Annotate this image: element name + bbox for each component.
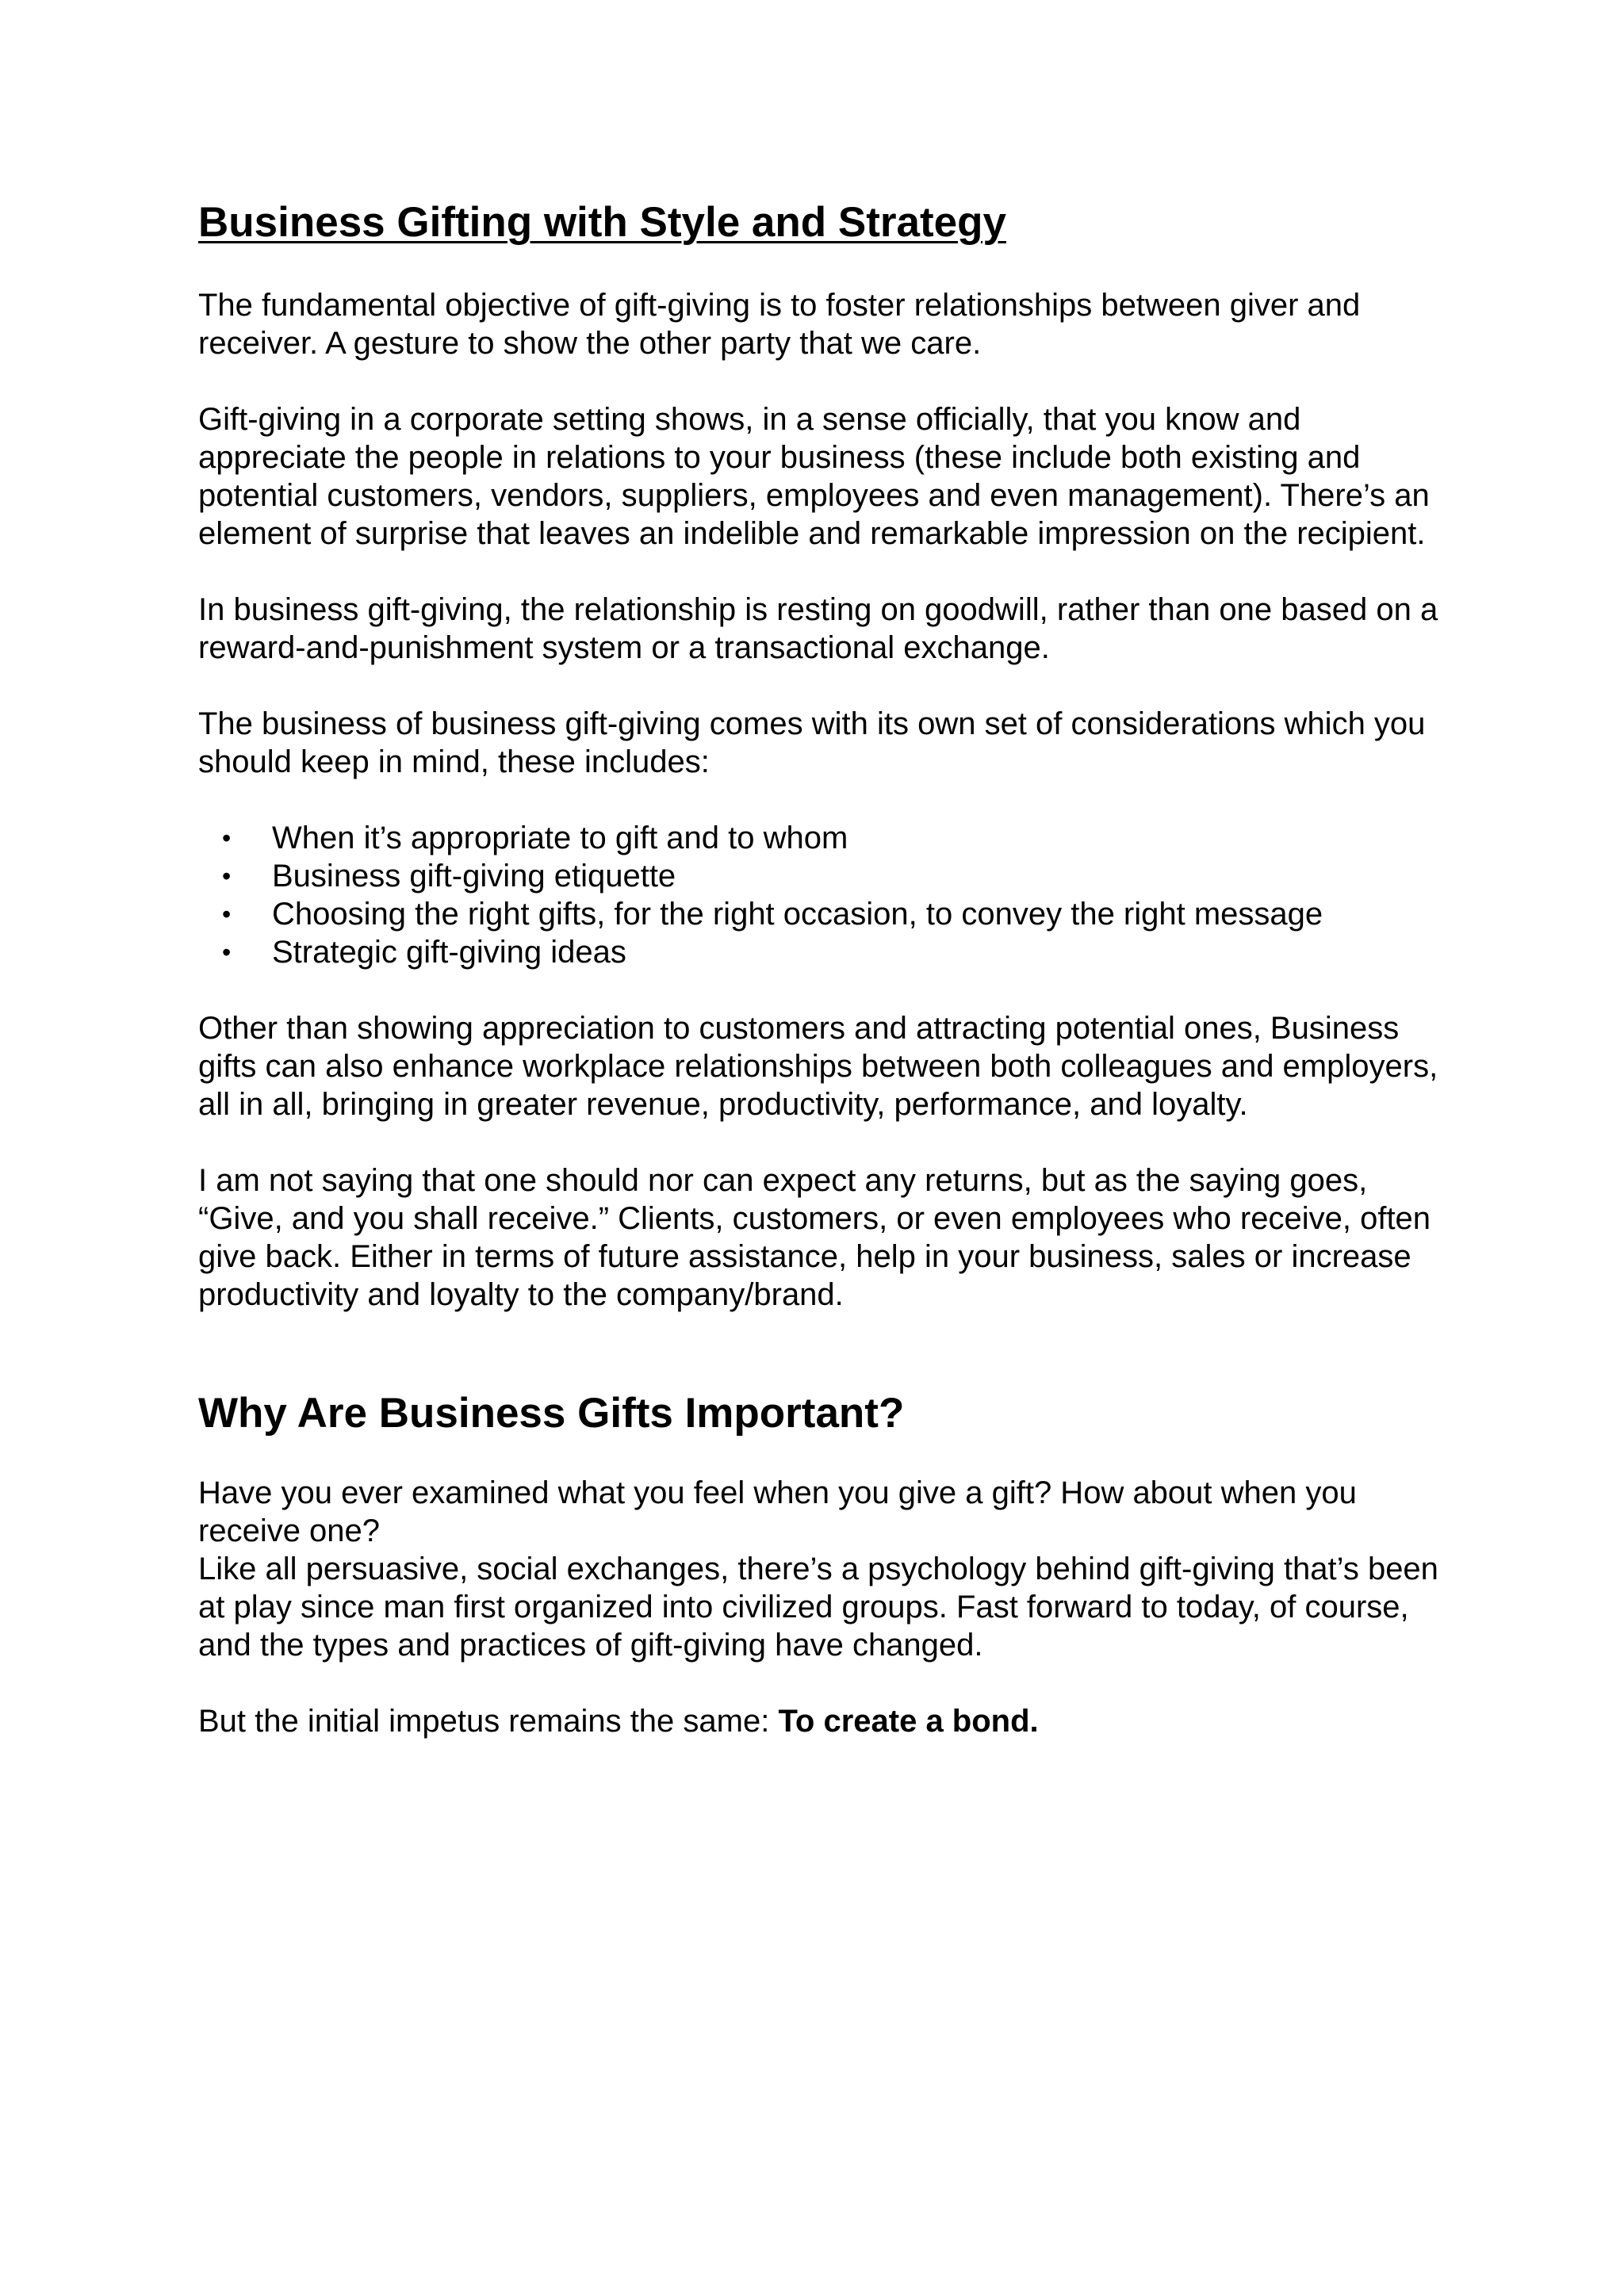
- list-item-text: Business gift-giving etiquette: [272, 859, 676, 894]
- considerations-list: [198, 819, 1451, 971]
- list-item-text: When it’s appropriate to gift and to whom: [272, 821, 848, 855]
- list-item-text: Strategic gift-giving ideas: [272, 935, 626, 970]
- list-item: [198, 933, 1451, 971]
- bullet-icon: •: [222, 824, 232, 852]
- list-item: [198, 895, 1451, 933]
- bullet-icon: •: [222, 938, 232, 966]
- spacer: [198, 1123, 1451, 1161]
- intro-paragraph-4: The business of business gift-giving comes with its own set of considerations which you should keep in mind, these includes:: [198, 706, 1426, 779]
- section-paragraph-7a: Have you ever examined what you feel when you give a gift? How about when you receive one?: [198, 1475, 1357, 1548]
- closing-bold-text: To create a bond.: [778, 1704, 1039, 1739]
- closing-lead-text: But the initial impetus remains the same:: [198, 1704, 779, 1739]
- spacer: [198, 667, 1451, 705]
- spacer: [198, 1664, 1451, 1702]
- spacer: [198, 1314, 1451, 1385]
- body-paragraph-6: I am not saying that one should nor can expect any returns, but as the saying goes, “Give, and you shall receive.” Clients, customers, or even employees who receive, often give back. Either in terms of future assistance, help in your business, sales or increase productivity and loyalty to the company/brand.: [198, 1163, 1431, 1312]
- intro-paragraph-1: The fundamental objective of gift-giving is to foster relationships between giver and receiver. A gesture to show the other party that we care.: [198, 288, 1361, 361]
- bullet-icon: •: [222, 862, 232, 890]
- section-heading: Why Are Business Gifts Important?: [198, 1390, 905, 1437]
- list-item: [198, 819, 1451, 857]
- section-paragraph-7b: Like all persuasive, social exchanges, there’s a psychology behind gift-giving that’s been at play since man first organized into civilized groups. Fast forward to today, of course, and the types and practices of gift-giving have changed.: [198, 1552, 1438, 1663]
- intro-paragraph-2: Gift-giving in a corporate setting shows, in a sense officially, that you know and appreciate the people in relations to your business (these include both existing and potential customers, vendors, suppliers, employees and even management). There’s an element of surprise that leaves an indelible and remarkable impression on the recipient.: [198, 402, 1430, 551]
- body-paragraph-5: Other than showing appreciation to customers and attracting potential ones, Business gifts can also enhance workplace relationships between both colleagues and employers, all in all, bringing in greater revenue, productivity, performance, and loyalty.: [198, 1011, 1438, 1122]
- document-page: [198, 194, 1451, 1740]
- spacer: [198, 971, 1451, 1009]
- section-paragraph-8: [198, 1702, 1451, 1740]
- spacer: [198, 1442, 1451, 1474]
- spacer: [198, 362, 1451, 400]
- spacer: [198, 553, 1451, 591]
- spacer: [198, 781, 1451, 819]
- list-item-text: Choosing the right gifts, for the right occasion, to convey the right message: [272, 897, 1323, 932]
- spacer: [198, 251, 1451, 286]
- document-title: Business Gifting with Style and Strategy: [198, 199, 1006, 246]
- bullet-icon: •: [222, 900, 232, 928]
- intro-paragraph-3: In business gift-giving, the relationship is resting on goodwill, rather than one based on a reward-and-punishment system or a transactional exchange.: [198, 592, 1438, 665]
- list-item: [198, 857, 1451, 895]
